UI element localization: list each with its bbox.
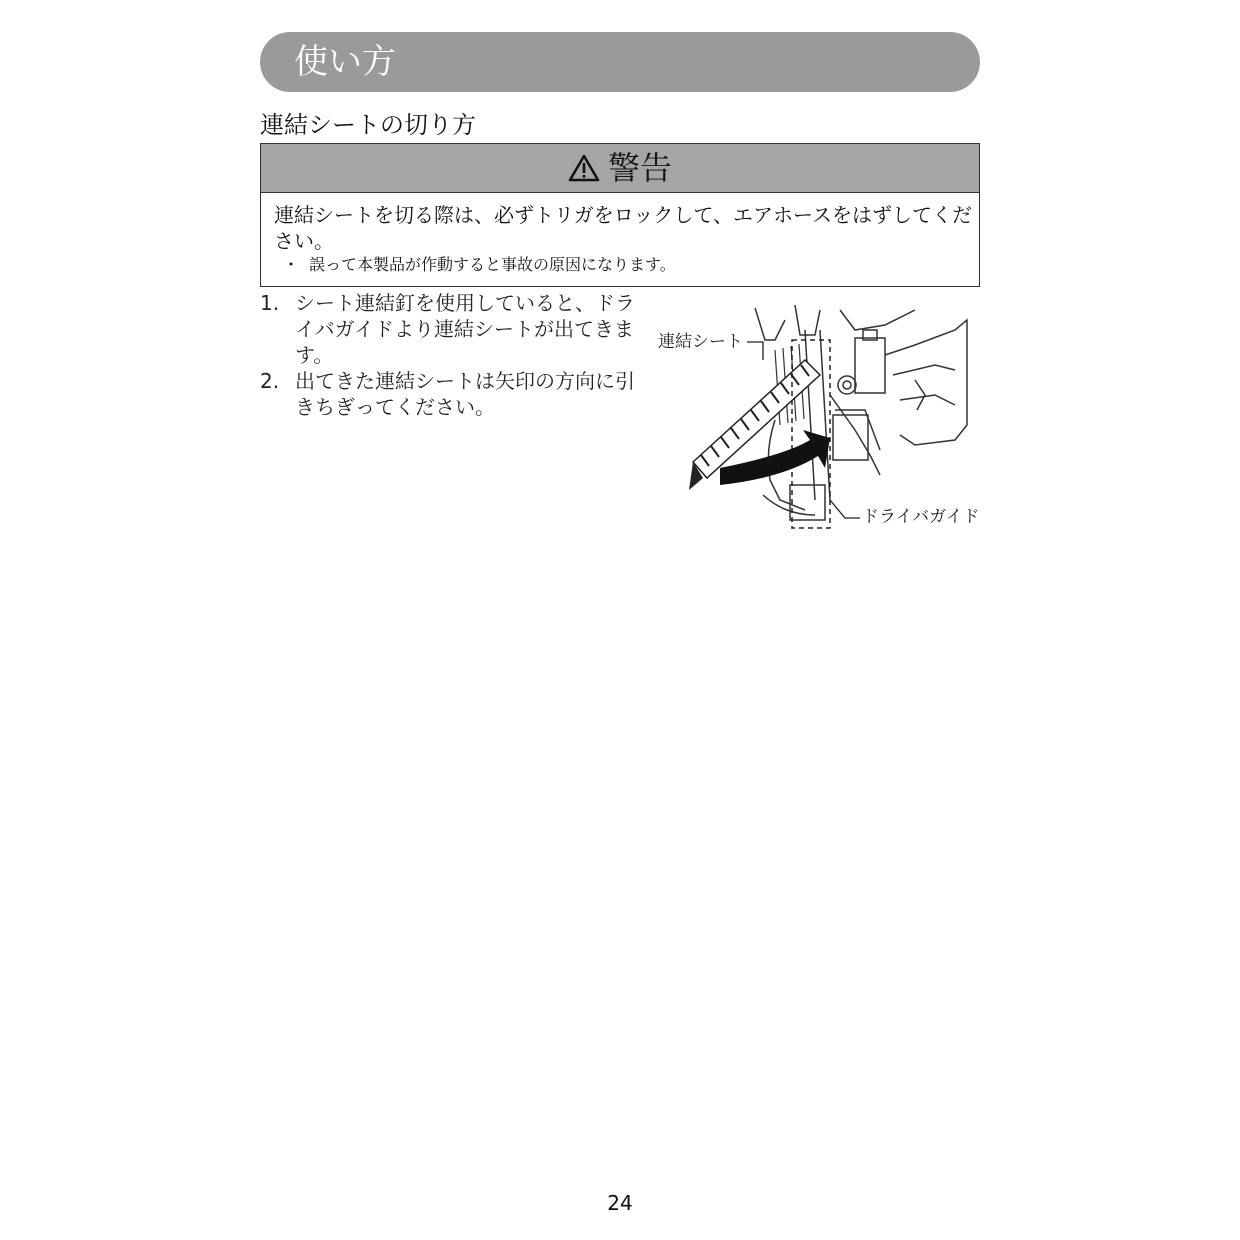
warning-text: 連結シートを切る際は、必ずトリガをロックして、エアホースをはずしてください。 (274, 203, 972, 253)
warning-header (261, 144, 979, 193)
section-header (260, 32, 980, 92)
section-title: 連結シートの切り方 (260, 111, 476, 139)
page-number: 24 (607, 1191, 633, 1215)
list-item (260, 368, 645, 420)
page-title: 使い方 (294, 42, 396, 82)
step-number: 2. (260, 369, 280, 393)
warning-note-text: 誤って本製品が作動すると事故の原因になります。 (309, 255, 676, 274)
step-number: 1. (260, 291, 280, 315)
list-item (260, 290, 645, 368)
bullet: ・ (283, 255, 300, 274)
warning-box (260, 143, 980, 287)
step-text: シート連結釘を使用していると、ドライバガイドより連結シートが出てきます。 (295, 291, 635, 367)
warning-title: 警告 (607, 149, 672, 187)
figure-label-sheet: 連結シート (658, 332, 743, 352)
instruction-steps (260, 290, 645, 420)
step-text: 出てきた連結シートは矢印の方向に引きちぎってください。 (295, 369, 635, 419)
figure-label-guide: ドライバガイド (862, 507, 980, 527)
warning-triangle-icon (568, 154, 600, 182)
warning-note (283, 254, 676, 276)
